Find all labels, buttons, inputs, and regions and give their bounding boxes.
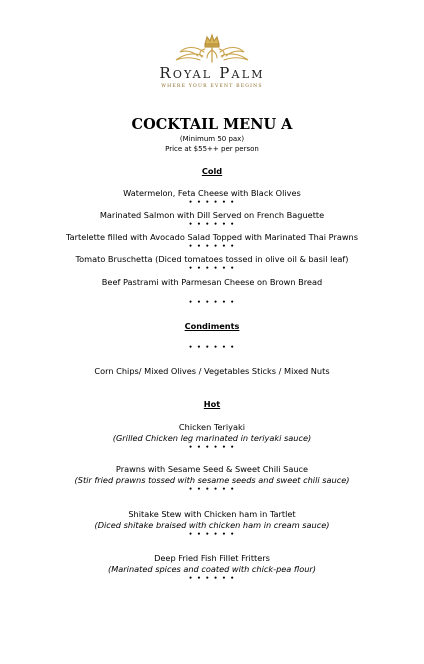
hot-item-name: Shitake Stew with Chicken ham in Tartlet — [128, 509, 296, 519]
condiments-item: Corn Chips/ Mixed Olives / Vegetables Sticks / Mixed Nuts — [94, 366, 330, 376]
hot-item-desc: (Diced shitake braised with chicken ham in cream sauce) — [94, 520, 330, 530]
hot-item-desc: (Stir fried prawns tossed with sesame seeds and sweet chili sauce) — [74, 475, 350, 485]
separator: • • • • • • — [188, 265, 236, 272]
cold-item: Beef Pastrami with Parmesan Cheese on Brown Bread — [101, 277, 323, 287]
separator: • • • • • • — [188, 344, 236, 351]
hot-item-desc: (Marinated spices and coated with chick-pea flour) — [108, 564, 316, 574]
cold-item: Tomato Bruschetta (Diced tomatoes tossed in olive oil & basil leaf) — [75, 254, 349, 264]
cold-item: Tartelette filled with Avocado Salad Topped with Marinated Thai Prawns — [66, 232, 358, 242]
hot-heading: Hot — [203, 399, 221, 409]
separator: • • • • • • — [188, 243, 236, 250]
cold-item: Marinated Salmon with Dill Served on French Baguette — [99, 210, 325, 220]
brand-name: Royal Palm — [159, 64, 265, 82]
crown-flourish-logo — [172, 30, 252, 68]
separator: • • • • • • — [188, 444, 236, 451]
condiments-heading: Condiments — [184, 321, 240, 331]
brand-tagline: WHERE YOUR EVENT BEGINS — [161, 84, 263, 89]
price: Price at $55++ per person — [165, 145, 259, 153]
separator: • • • • • • — [188, 199, 236, 206]
menu-title: COCKTAIL MENU A — [131, 116, 293, 133]
separator: • • • • • • — [188, 299, 236, 306]
hot-item-desc: (Grilled Chicken leg marinated in teriyaki sauce) — [112, 433, 312, 443]
cold-heading: Cold — [201, 166, 223, 176]
hot-item-name: Chicken Teriyaki — [178, 422, 246, 432]
minimum-pax: (Minimum 50 pax) — [179, 135, 245, 143]
cold-item: Watermelon, Feta Cheese with Black Olives — [123, 188, 301, 198]
separator: • • • • • • — [188, 531, 236, 538]
separator: • • • • • • — [188, 221, 236, 228]
hot-item-name: Prawns with Sesame Seed & Sweet Chili Sauce — [115, 464, 309, 474]
separator: • • • • • • — [188, 486, 236, 493]
separator: • • • • • • — [188, 575, 236, 582]
hot-item-name: Deep Fried Fish Fillet Fritters — [154, 553, 270, 563]
